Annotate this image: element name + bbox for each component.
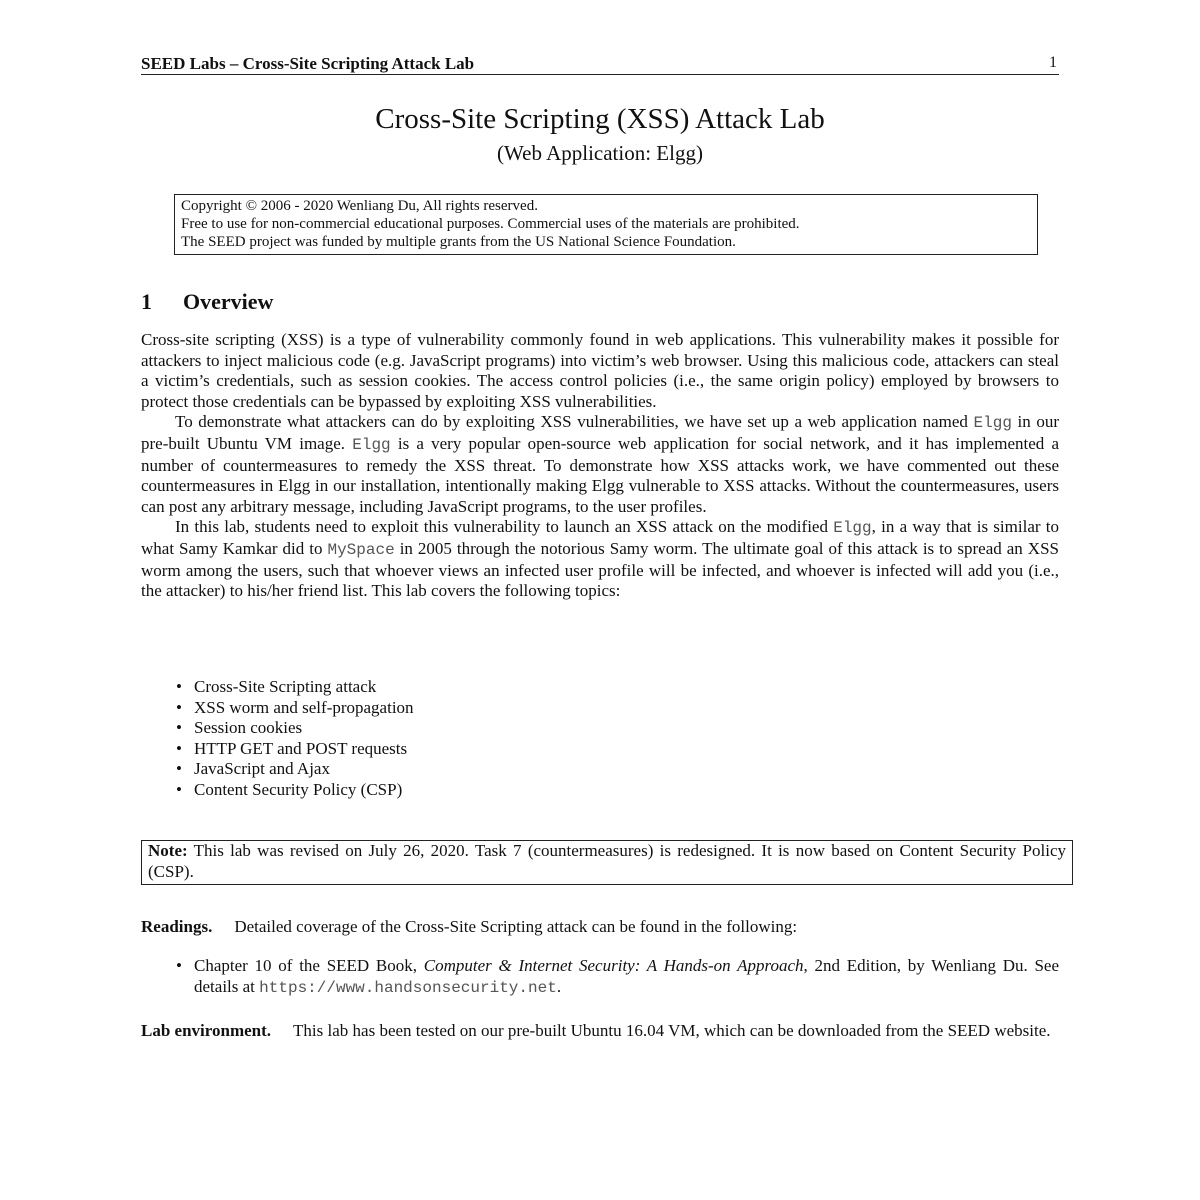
lab-environment-text: This lab has been tested on our pre-built Ubuntu 16.04 VM, which can be downloaded from the SEED website. — [293, 1021, 1051, 1040]
list-item: • HTTP GET and POST requests — [176, 738, 408, 758]
list-item: • Chapter 10 of the SEED Book, Computer & Internet Security: A Hands-on Approach, 2nd Edition, by Wenliang Du. See details at https://www.handsonsecurity.net. — [176, 956, 1059, 997]
bullet-icon: • — [176, 759, 182, 779]
note-label: Note: — [148, 841, 188, 860]
readings-paragraph — [141, 917, 1059, 938]
topics-list — [141, 677, 1059, 801]
note-text: This lab was revised on July 26, 2020. Task 7 (countermeasures) is redesigned. It is now based on Content Security Policy (CSP). — [148, 841, 1066, 881]
overview-paragraph-3: In this lab, students need to exploit this vulnerability to launch an XSS attack on the modified Elgg, in a way that is similar to what Samy Kamkar did to MySpace in 2005 through the notorious Samy worm. The ultimate goal of this attack is to spread an XSS worm among the users, such that whoever views an infected user profile will be infected, and whoever is infected will add you (i.e., the attacker) to his/her friend list. This lab covers the following topics: — [141, 517, 1060, 601]
page-number: 1 — [1049, 54, 1057, 71]
list-item: • Session cookies — [176, 718, 303, 738]
section-title: Overview — [183, 289, 274, 314]
section-heading-overview — [141, 288, 273, 316]
license-line: Free to use for non-commercial educational purposes. Commercial uses of the materials are prohibited. — [181, 216, 800, 232]
bullet-icon: • — [176, 718, 182, 738]
readings-list — [141, 956, 1059, 998]
lab-environment-paragraph — [141, 1021, 1059, 1042]
bullet-icon: • — [176, 956, 182, 975]
list-item: • Cross-Site Scripting attack — [176, 677, 377, 696]
bullet-icon: • — [176, 779, 182, 799]
funding-line: The SEED project was funded by multiple grants from the US National Science Foundation. — [181, 234, 736, 250]
overview-paragraph-2: To demonstrate what attackers can do by exploiting XSS vulnerabilities, we have set up a web application named Elgg in our pre-built Ubuntu VM image. Elgg is a very popular open-source web application for social network, and it has implemented a number of countermeasures to remedy the XSS threat. To demonstrate how XSS attacks work, we have commented out these countermeasures in Elgg in our installation, intentionally making Elgg vulnerable to XSS attacks. Without the countermeasures, users can post any arbitrary message, including JavaScript programs, to the user profiles. — [141, 412, 1060, 516]
book-link[interactable]: https://www.handsonsecurity.net — [259, 978, 557, 997]
bullet-icon: • — [176, 697, 182, 717]
book-title: Computer & Internet Security: A Hands-on Approach — [423, 956, 804, 975]
list-item: • Content Security Policy (CSP) — [176, 779, 403, 799]
code-myspace: MySpace — [327, 540, 395, 559]
overview-body — [141, 330, 1059, 602]
code-elgg: Elgg — [833, 519, 872, 538]
code-elgg: Elgg — [352, 435, 391, 454]
overview-paragraph-1: Cross-site scripting (XSS) is a type of vulnerability commonly found in web applications. This vulnerability makes it possible for attackers to inject malicious code (e.g. JavaScript programs) into victim’s web browser. Using this malicious code, attackers can steal a victim’s credentials, such as session cookies. The access control policies (i.e., the same origin policy) employed by browsers to protect those credentials can be bypassed by exploiting XSS vulnerabilities. — [141, 330, 1059, 411]
code-elgg: Elgg — [973, 414, 1012, 433]
list-item: • JavaScript and Ajax — [176, 759, 330, 779]
revision-note-box — [141, 840, 1073, 885]
readings-label: Readings. — [141, 917, 213, 936]
section-number: 1 — [141, 289, 152, 314]
copyright-box — [174, 194, 1038, 255]
running-title: SEED Labs – Cross-Site Scripting Attack Lab — [141, 54, 475, 73]
list-item: • XSS worm and self-propagation — [176, 697, 414, 717]
document-title: Cross-Site Scripting (XSS) Attack Lab — [375, 103, 825, 135]
bullet-icon: • — [176, 738, 182, 758]
bullet-icon: • — [176, 677, 182, 696]
running-header — [141, 54, 1059, 75]
lab-environment-label: Lab environment. — [141, 1021, 272, 1040]
copyright-line: Copyright © 2006 - 2020 Wenliang Du, All rights reserved. — [181, 198, 538, 214]
readings-text: Detailed coverage of the Cross-Site Scripting attack can be found in the following: — [234, 917, 798, 936]
document-subtitle: (Web Application: Elgg) — [497, 141, 703, 165]
